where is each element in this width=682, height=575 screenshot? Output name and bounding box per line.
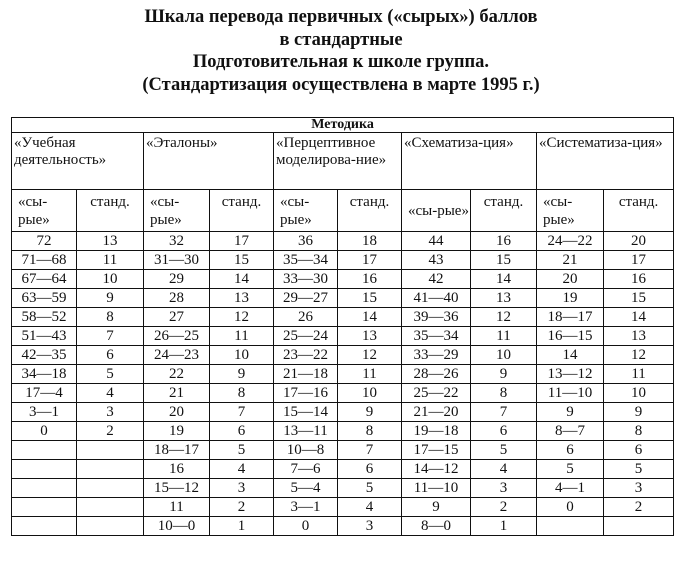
standard-score-cell: 3 (471, 479, 537, 498)
standard-score-cell: 18 (338, 232, 402, 251)
standard-score-cell: 5 (604, 460, 674, 479)
raw-score-cell: 44 (402, 232, 471, 251)
title-line-3: Подготовительная к школе группа. (192, 52, 490, 72)
standard-score-cell: 15 (210, 251, 274, 270)
raw-score-cell: 43 (402, 251, 471, 270)
table-row (12, 479, 674, 498)
standard-score-cell (77, 517, 144, 536)
standard-score-cell (77, 498, 144, 517)
standard-score-cell: 8 (604, 422, 674, 441)
standard-score-cell (77, 460, 144, 479)
raw-score-cell: 32 (144, 232, 210, 251)
standard-score-cell: 3 (338, 517, 402, 536)
standard-score-cell: 10 (471, 346, 537, 365)
raw-score-cell: 28 (144, 289, 210, 308)
table-row (12, 460, 674, 479)
raw-score-cell: 39—36 (402, 308, 471, 327)
method-name-learning: «Учебная деятельность» (12, 133, 144, 190)
raw-score-cell: 13—11 (274, 422, 338, 441)
raw-score-cell: 7—6 (274, 460, 338, 479)
method-name-perceptual-modeling: «Перцептивное моделирова-ние» (274, 133, 402, 190)
standard-score-cell: 14 (338, 308, 402, 327)
raw-score-cell: 33—29 (402, 346, 471, 365)
raw-score-cell: 19 (537, 289, 604, 308)
standard-score-cell: 2 (210, 498, 274, 517)
standard-score-cell: 17 (604, 251, 674, 270)
raw-score-cell: 35—34 (274, 251, 338, 270)
standard-score-cell: 17 (210, 232, 274, 251)
standard-score-cell: 6 (210, 422, 274, 441)
table-row (12, 346, 674, 365)
raw-score-cell: 10—8 (274, 441, 338, 460)
standard-score-cell: 7 (471, 403, 537, 422)
raw-score-cell: 35—34 (402, 327, 471, 346)
standard-score-cell: 11 (604, 365, 674, 384)
raw-score-cell: 29—27 (274, 289, 338, 308)
standard-score-cell: 4 (77, 384, 144, 403)
standard-score-cell: 6 (604, 441, 674, 460)
raw-header: «сы-рые» (537, 190, 604, 232)
raw-score-cell (12, 498, 77, 517)
standard-score-cell: 12 (471, 308, 537, 327)
standard-score-cell: 8 (471, 384, 537, 403)
standard-score-cell: 13 (210, 289, 274, 308)
method-header: Методика (12, 118, 674, 133)
raw-score-cell: 13—12 (537, 365, 604, 384)
standard-score-cell: 4 (338, 498, 402, 517)
raw-score-cell: 24—23 (144, 346, 210, 365)
table-row (12, 327, 674, 346)
raw-score-cell: 4—1 (537, 479, 604, 498)
raw-score-cell: 26—25 (144, 327, 210, 346)
standard-score-cell: 12 (338, 346, 402, 365)
raw-score-cell: 0 (537, 498, 604, 517)
standard-score-cell: 6 (338, 460, 402, 479)
raw-score-cell: 21—18 (274, 365, 338, 384)
title-line-1: Шкала перевода первичных («сырых») баллов (144, 7, 538, 27)
raw-header: «сы-рые» (12, 190, 77, 232)
table-row (12, 384, 674, 403)
standard-score-cell: 4 (210, 460, 274, 479)
raw-score-cell: 11—10 (537, 384, 604, 403)
table-row (12, 251, 674, 270)
raw-score-cell: 0 (274, 517, 338, 536)
raw-score-cell: 11 (144, 498, 210, 517)
raw-score-cell: 3—1 (274, 498, 338, 517)
raw-score-cell: 31—30 (144, 251, 210, 270)
raw-score-cell (12, 441, 77, 460)
raw-score-cell (537, 517, 604, 536)
raw-score-cell: 27 (144, 308, 210, 327)
raw-score-cell: 9 (402, 498, 471, 517)
standard-score-cell: 3 (210, 479, 274, 498)
raw-score-cell: 16 (144, 460, 210, 479)
table-row (12, 232, 674, 251)
standard-score-cell: 6 (471, 422, 537, 441)
std-header: станд. (471, 190, 537, 232)
document-title (0, 6, 682, 114)
raw-score-cell: 17—16 (274, 384, 338, 403)
raw-score-cell: 25—22 (402, 384, 471, 403)
standard-score-cell: 3 (77, 403, 144, 422)
standard-score-cell: 14 (604, 308, 674, 327)
standard-score-cell: 7 (338, 441, 402, 460)
raw-score-cell: 11—10 (402, 479, 471, 498)
table-row (12, 517, 674, 536)
raw-score-cell: 24—22 (537, 232, 604, 251)
standard-score-cell: 16 (604, 270, 674, 289)
standard-score-cell: 20 (604, 232, 674, 251)
raw-score-cell: 19 (144, 422, 210, 441)
raw-score-cell: 3—1 (12, 403, 77, 422)
table-row (12, 270, 674, 289)
standard-score-cell: 9 (471, 365, 537, 384)
raw-score-cell: 15—12 (144, 479, 210, 498)
raw-score-cell: 42 (402, 270, 471, 289)
raw-score-cell: 8—7 (537, 422, 604, 441)
standard-score-cell: 15 (471, 251, 537, 270)
raw-header: «сы-рые» (402, 190, 471, 232)
standard-score-cell: 9 (338, 403, 402, 422)
standard-score-cell: 11 (471, 327, 537, 346)
raw-score-cell: 25—24 (274, 327, 338, 346)
standard-score-cell: 13 (604, 327, 674, 346)
table-row (12, 498, 674, 517)
raw-score-cell: 0 (12, 422, 77, 441)
standard-score-cell: 11 (77, 251, 144, 270)
std-header: станд. (338, 190, 402, 232)
raw-score-cell: 10—0 (144, 517, 210, 536)
raw-score-cell: 34—18 (12, 365, 77, 384)
standard-score-cell: 12 (604, 346, 674, 365)
raw-score-cell: 18—17 (537, 308, 604, 327)
standard-score-cell: 16 (338, 270, 402, 289)
standard-score-cell: 7 (210, 403, 274, 422)
standard-score-cell: 6 (77, 346, 144, 365)
table-row (12, 441, 674, 460)
raw-score-cell: 26 (274, 308, 338, 327)
standard-score-cell: 5 (77, 365, 144, 384)
standard-score-cell: 1 (471, 517, 537, 536)
raw-score-cell: 23—22 (274, 346, 338, 365)
raw-score-cell: 14 (537, 346, 604, 365)
standard-score-cell: 14 (210, 270, 274, 289)
raw-score-cell (12, 460, 77, 479)
raw-score-cell: 5—4 (274, 479, 338, 498)
raw-score-cell (12, 517, 77, 536)
raw-score-cell: 8—0 (402, 517, 471, 536)
standard-score-cell: 5 (471, 441, 537, 460)
standard-score-cell: 10 (77, 270, 144, 289)
conversion-table (11, 117, 674, 536)
standard-score-cell: 7 (77, 327, 144, 346)
raw-score-cell: 6 (537, 441, 604, 460)
raw-score-cell: 18—17 (144, 441, 210, 460)
std-header: станд. (604, 190, 674, 232)
standard-score-cell: 16 (471, 232, 537, 251)
standard-score-cell: 15 (604, 289, 674, 308)
standard-score-cell: 2 (77, 422, 144, 441)
standard-score-cell: 10 (604, 384, 674, 403)
raw-header: «сы-рые» (274, 190, 338, 232)
raw-score-cell: 21 (144, 384, 210, 403)
raw-score-cell: 36 (274, 232, 338, 251)
standard-score-cell: 11 (210, 327, 274, 346)
standard-score-cell: 8 (77, 308, 144, 327)
raw-score-cell: 17—4 (12, 384, 77, 403)
raw-score-cell: 58—52 (12, 308, 77, 327)
table-row (12, 308, 674, 327)
standard-score-cell: 12 (210, 308, 274, 327)
raw-score-cell: 15—14 (274, 403, 338, 422)
raw-score-cell: 51—43 (12, 327, 77, 346)
raw-score-cell: 72 (12, 232, 77, 251)
standard-score-cell: 17 (338, 251, 402, 270)
raw-score-cell: 19—18 (402, 422, 471, 441)
standard-score-cell: 4 (471, 460, 537, 479)
standard-score-cell (77, 479, 144, 498)
standard-score-cell: 5 (338, 479, 402, 498)
raw-score-cell: 9 (537, 403, 604, 422)
standard-score-cell: 5 (210, 441, 274, 460)
standard-score-cell: 11 (338, 365, 402, 384)
standard-score-cell: 8 (210, 384, 274, 403)
standard-score-cell: 8 (338, 422, 402, 441)
raw-score-cell: 29 (144, 270, 210, 289)
raw-score-cell: 17—15 (402, 441, 471, 460)
standard-score-cell: 3 (604, 479, 674, 498)
standard-score-cell (604, 517, 674, 536)
raw-score-cell: 22 (144, 365, 210, 384)
raw-score-cell: 21—20 (402, 403, 471, 422)
raw-score-cell: 16—15 (537, 327, 604, 346)
title-line-4: (Стандартизация осуществлена в марте 1995 г.) (142, 74, 540, 95)
raw-score-cell: 14—12 (402, 460, 471, 479)
standard-score-cell: 10 (338, 384, 402, 403)
raw-score-cell: 5 (537, 460, 604, 479)
raw-score-cell: 28—26 (402, 365, 471, 384)
raw-score-cell: 67—64 (12, 270, 77, 289)
standard-score-cell: 15 (338, 289, 402, 308)
standard-score-cell: 13 (338, 327, 402, 346)
standard-score-cell: 9 (77, 289, 144, 308)
std-header: станд. (210, 190, 274, 232)
method-name-schematization: «Схематиза-ция» (402, 133, 537, 190)
standard-score-cell: 13 (471, 289, 537, 308)
standard-score-cell: 9 (604, 403, 674, 422)
std-header: станд. (77, 190, 144, 232)
raw-score-cell: 63—59 (12, 289, 77, 308)
standard-score-cell: 10 (210, 346, 274, 365)
table-row (12, 403, 674, 422)
standard-score-cell (77, 441, 144, 460)
raw-header: «сы-рые» (144, 190, 210, 232)
raw-score-cell: 33—30 (274, 270, 338, 289)
standard-score-cell: 13 (77, 232, 144, 251)
raw-score-cell: 20 (537, 270, 604, 289)
raw-score-cell (12, 479, 77, 498)
title-line-2: в стандартные (279, 29, 403, 50)
standard-score-cell: 2 (604, 498, 674, 517)
table-row (12, 289, 674, 308)
method-name-standards: «Эталоны» (144, 133, 274, 190)
raw-score-cell: 21 (537, 251, 604, 270)
standard-score-cell: 9 (210, 365, 274, 384)
table-row (12, 365, 674, 384)
raw-score-cell: 20 (144, 403, 210, 422)
standard-score-cell: 14 (471, 270, 537, 289)
raw-score-cell: 71—68 (12, 251, 77, 270)
standard-score-cell: 1 (210, 517, 274, 536)
raw-score-cell: 41—40 (402, 289, 471, 308)
raw-score-cell: 42—35 (12, 346, 77, 365)
standard-score-cell: 2 (471, 498, 537, 517)
method-name-systematization: «Систематиза-ция» (537, 133, 674, 190)
table-row (12, 422, 674, 441)
